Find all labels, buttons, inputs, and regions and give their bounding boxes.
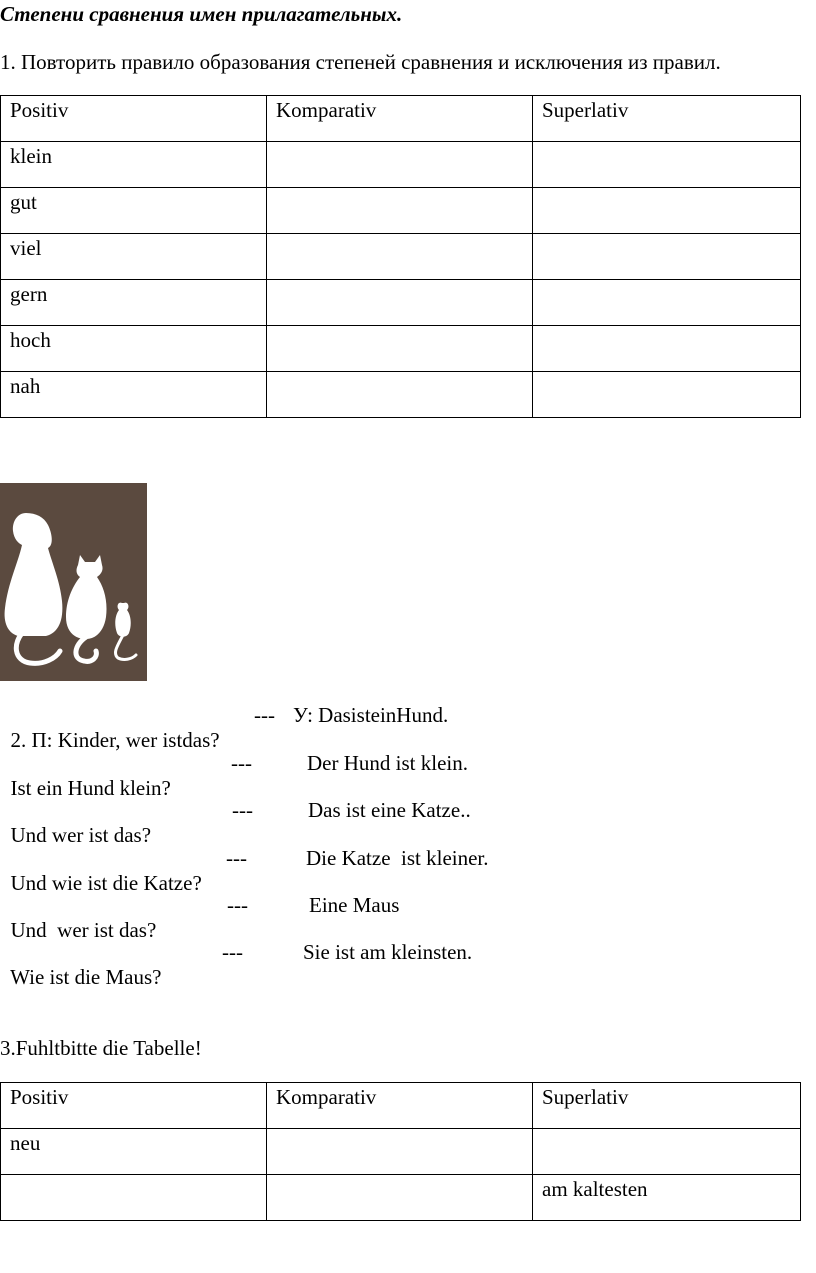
- table-row: [1, 188, 801, 234]
- comparison-table-1: [0, 95, 801, 418]
- header-cell: Superlativ: [533, 96, 801, 142]
- table-header-row: [1, 96, 801, 142]
- table-cell: [267, 234, 533, 280]
- table-cell: [267, 372, 533, 418]
- table-cell: [267, 1129, 533, 1175]
- header-cell: Positiv: [1, 96, 267, 142]
- table-row: [1, 142, 801, 188]
- table-cell: gut: [1, 188, 267, 234]
- table-cell: neu: [1, 1129, 267, 1175]
- table-row: [1, 326, 801, 372]
- page-title: Степени сравнения имен прилагательных.: [0, 2, 403, 26]
- table-cell: nah: [1, 372, 267, 418]
- table-cell: viel: [1, 234, 267, 280]
- dialogue-answer: Der Hund ist klein.: [307, 751, 468, 775]
- table-cell: am kaltesten: [533, 1175, 801, 1221]
- dialogue-question: 2. П: Kinder, wer istdas?: [10, 728, 220, 752]
- table-row: [1, 1175, 801, 1221]
- dialogue-answer: Das ist eine Katze..: [308, 798, 471, 822]
- dialogue-question: Und wie ist die Katze?: [10, 871, 202, 895]
- dialogue-line: [0, 846, 489, 896]
- table-cell: [267, 280, 533, 326]
- dialogue-question: Ist ein Hund klein?: [10, 776, 171, 800]
- task-1-instruction: 1. Повторить правило образования степеней сравнения и исключения из правил.: [0, 50, 721, 74]
- table-cell: hoch: [1, 326, 267, 372]
- dialogue-separator: ---: [226, 846, 247, 870]
- header-cell: Positiv: [1, 1083, 267, 1129]
- dialogue-line: [0, 798, 471, 848]
- table-cell: [533, 1129, 801, 1175]
- dialogue-separator: ---: [222, 940, 243, 964]
- table-cell: [267, 1175, 533, 1221]
- table-cell: [533, 372, 801, 418]
- dialogue-line: [0, 893, 400, 943]
- table-cell: gern: [1, 280, 267, 326]
- dialogue-answer: Die Katze ist kleiner.: [306, 846, 489, 870]
- header-cell: Superlativ: [533, 1083, 801, 1129]
- dialogue-answer: У: DasisteinHund.: [293, 703, 449, 727]
- dialogue-separator: ---: [254, 703, 275, 727]
- table-cell: [533, 188, 801, 234]
- table-row: [1, 372, 801, 418]
- table-row: [1, 280, 801, 326]
- dialogue-separator: ---: [231, 751, 252, 775]
- table-cell: [533, 326, 801, 372]
- table-row: [1, 234, 801, 280]
- comparison-table-2: [0, 1082, 801, 1221]
- dialogue-question: Wie ist die Maus?: [10, 965, 162, 989]
- dialogue-question: Und wer ist das?: [10, 918, 157, 942]
- dialogue-question: Und wer ist das?: [10, 823, 152, 847]
- table-cell: [1, 1175, 267, 1221]
- dialogue-separator: ---: [232, 798, 253, 822]
- dialogue-answer: Eine Maus: [309, 893, 400, 917]
- dialogue-line: [0, 703, 449, 753]
- dialogue-separator: ---: [227, 893, 248, 917]
- table-cell: klein: [1, 142, 267, 188]
- table-cell: [533, 142, 801, 188]
- table-row: [1, 1129, 801, 1175]
- task-3-instruction: 3.Fuhltbitte die Tabelle!: [0, 1036, 202, 1060]
- table-cell: [267, 326, 533, 372]
- dialogue-line: [0, 751, 468, 801]
- header-cell: Komparativ: [267, 1083, 533, 1129]
- dog-cat-mouse-silhouette-icon: [0, 483, 147, 681]
- table-cell: [533, 280, 801, 326]
- table-cell: [267, 188, 533, 234]
- table-cell: [267, 142, 533, 188]
- dialogue-line: [0, 940, 473, 990]
- header-cell: Komparativ: [267, 96, 533, 142]
- table-cell: [533, 234, 801, 280]
- dialogue-answer: Sie ist am kleinsten.: [303, 940, 473, 964]
- table-header-row: [1, 1083, 801, 1129]
